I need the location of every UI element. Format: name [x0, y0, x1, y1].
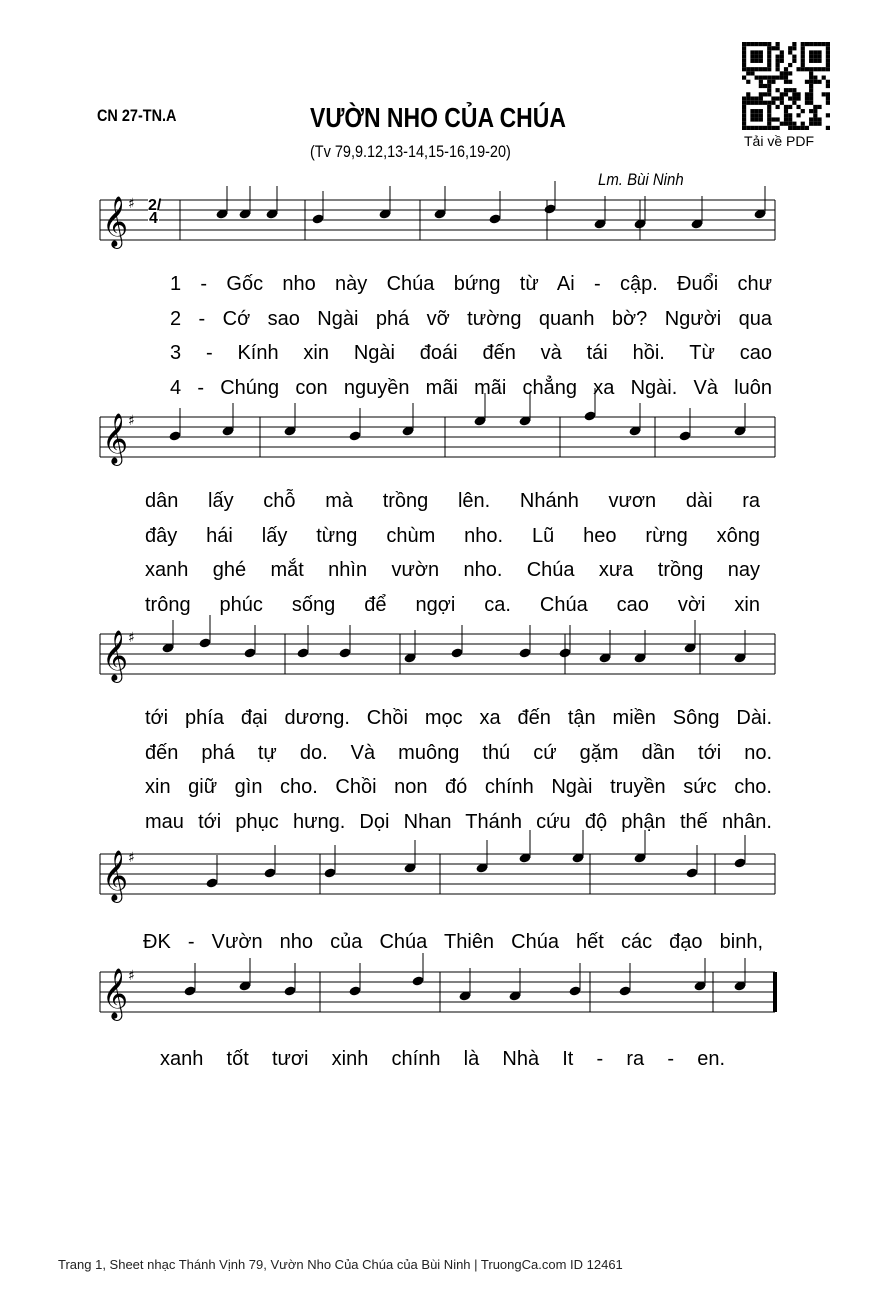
- qr-module: [742, 42, 746, 46]
- qr-module: [780, 59, 784, 63]
- qr-module: [750, 55, 754, 59]
- sharp-icon: ♯: [128, 850, 135, 866]
- qr-module: [809, 92, 813, 96]
- qr-module: [746, 92, 750, 96]
- qr-module: [784, 88, 788, 92]
- qr-module: [742, 122, 746, 126]
- qr-module: [767, 88, 771, 92]
- qr-module: [817, 80, 821, 84]
- qr-module: [763, 42, 767, 46]
- qr-module: [817, 42, 821, 46]
- lyric-line: xanh ghé mắt nhìn vườn nho. Chúa xưa trồng nay: [145, 559, 760, 581]
- qr-module: [796, 126, 800, 130]
- qr-module: [809, 117, 813, 121]
- qr-module: [742, 113, 746, 117]
- qr-module: [759, 101, 763, 105]
- qr-module: [826, 59, 830, 63]
- qr-module: [759, 113, 763, 117]
- qr-module: [792, 122, 796, 126]
- qr-module: [776, 42, 780, 46]
- qr-module: [771, 76, 775, 80]
- lyric-line: đến phá tự do. Và muông thú cứ gặm dần tới no.: [145, 741, 772, 764]
- qr-module: [759, 80, 763, 84]
- lyric-line: trông phúc sống để ngợi ca. Chúa cao vời xin: [145, 593, 760, 616]
- qr-module: [767, 67, 771, 71]
- qr-module: [767, 126, 771, 130]
- qr-module: [792, 55, 796, 59]
- qr-module: [742, 117, 746, 121]
- lyric-line: xin giữ gìn cho. Chồi non đó chính Ngài truyền sức cho.: [145, 776, 772, 798]
- sharp-icon: ♯: [128, 968, 135, 984]
- lyrics-block-1: [170, 267, 772, 405]
- qr-module: [784, 122, 788, 126]
- qr-module: [771, 117, 775, 121]
- qr-module: [809, 42, 813, 46]
- qr-module: [759, 126, 763, 130]
- qr-module: [755, 76, 759, 80]
- qr-module: [750, 113, 754, 117]
- qr-module: [784, 71, 788, 75]
- page-footer: Trang 1, Sheet nhạc Thánh Vịnh 79, Vườn Nho Của Chúa của Bùi Ninh | TruongCa.com ID 12461: [58, 1257, 623, 1272]
- qr-module: [784, 113, 788, 117]
- qr-module: [759, 76, 763, 80]
- qr-module: [750, 42, 754, 46]
- qr-module: [826, 42, 830, 46]
- qr-module: [750, 59, 754, 63]
- treble-clef-icon: 𝄞: [102, 196, 129, 247]
- qr-module: [805, 42, 809, 46]
- qr-module: [767, 80, 771, 84]
- qr-module: [742, 96, 746, 100]
- qr-module: [750, 96, 754, 100]
- qr-module: [796, 96, 800, 100]
- qr-module: [767, 46, 771, 50]
- lyric-line: xanh tốt tươi xinh chính là Nhà It - ra - en.: [160, 1048, 725, 1070]
- qr-module: [771, 96, 775, 100]
- qr-module: [801, 46, 805, 50]
- qr-module: [742, 59, 746, 63]
- qr-module: [742, 105, 746, 109]
- qr-module: [792, 96, 796, 100]
- qr-module: [742, 63, 746, 67]
- qr-module: [809, 96, 813, 100]
- qr-module: [788, 117, 792, 121]
- qr-module: [767, 76, 771, 80]
- qr-module: [788, 122, 792, 126]
- qr-module: [813, 105, 817, 109]
- qr-module: [780, 122, 784, 126]
- qr-module: [767, 105, 771, 109]
- qr-module: [788, 50, 792, 54]
- qr-module: [742, 126, 746, 130]
- qr-module: [755, 50, 759, 54]
- qr-module: [755, 117, 759, 121]
- qr-module: [809, 50, 813, 54]
- qr-module: [771, 126, 775, 130]
- qr-module: [759, 55, 763, 59]
- qr-module: [801, 126, 805, 130]
- qr-module: [767, 84, 771, 88]
- qr-module: [742, 109, 746, 113]
- qr-module: [796, 113, 800, 117]
- lyric-line: 2 - Cớ sao Ngài phá vỡ tường quanh bờ? Người qua: [170, 307, 772, 330]
- qr-module: [788, 105, 792, 109]
- qr-module: [801, 59, 805, 63]
- qr-module: [763, 67, 767, 71]
- qr-module: [763, 84, 767, 88]
- qr-module: [759, 84, 763, 88]
- qr-module: [742, 46, 746, 50]
- qr-module: [784, 109, 788, 113]
- qr-module: [809, 80, 813, 84]
- qr-module: [784, 80, 788, 84]
- qr-module: [755, 55, 759, 59]
- qr-module: [746, 101, 750, 105]
- qr-module: [809, 84, 813, 88]
- qr-module: [759, 50, 763, 54]
- composer: Lm. Bùi Ninh: [598, 170, 684, 189]
- qr-module: [742, 101, 746, 105]
- qr-module: [788, 80, 792, 84]
- qr-module: [826, 46, 830, 50]
- time-signature: 2/4: [148, 197, 162, 227]
- qr-module: [817, 117, 821, 121]
- qr-module: [792, 42, 796, 46]
- qr-module: [813, 59, 817, 63]
- qr-module: [750, 101, 754, 105]
- qr-module: [813, 42, 817, 46]
- qr-module: [822, 67, 826, 71]
- qr-module: [776, 126, 780, 130]
- qr-module: [805, 67, 809, 71]
- qr-module: [792, 126, 796, 130]
- qr-module: [750, 67, 754, 71]
- qr-module: [796, 92, 800, 96]
- qr-module: [813, 122, 817, 126]
- qr-module: [817, 55, 821, 59]
- qr-code-icon[interactable]: [742, 42, 830, 130]
- qr-module: [801, 42, 805, 46]
- qr-module: [813, 55, 817, 59]
- staff-3: [0, 630, 874, 680]
- qr-module: [826, 101, 830, 105]
- qr-module: [755, 126, 759, 130]
- qr-module: [750, 126, 754, 130]
- qr-module: [755, 113, 759, 117]
- qr-module: [763, 101, 767, 105]
- qr-module: [809, 67, 813, 71]
- qr-module: [788, 63, 792, 67]
- song-title: VƯỜN NHO CỦA CHÚA: [310, 102, 566, 133]
- qr-module: [788, 96, 792, 100]
- qr-module: [801, 50, 805, 54]
- qr-module: [826, 50, 830, 54]
- qr-module: [792, 59, 796, 63]
- qr-module: [767, 42, 771, 46]
- qr-module: [826, 67, 830, 71]
- qr-module: [792, 88, 796, 92]
- sharp-icon: ♯: [128, 630, 135, 646]
- qr-module: [755, 109, 759, 113]
- qr-module: [809, 122, 813, 126]
- qr-module: [746, 67, 750, 71]
- qr-module: [801, 67, 805, 71]
- qr-module: [771, 101, 775, 105]
- lyric-line: 1 - Gốc nho này Chúa bứng từ Ai - cập. Đuổi chư: [170, 273, 772, 295]
- song-code: CN 27-TN.A: [97, 106, 177, 125]
- qr-module: [755, 59, 759, 63]
- qr-module: [750, 117, 754, 121]
- qr-module: [817, 105, 821, 109]
- sharp-icon: ♯: [128, 413, 135, 429]
- qr-module: [826, 84, 830, 88]
- qr-module: [805, 80, 809, 84]
- qr-module: [776, 55, 780, 59]
- qr-module: [813, 67, 817, 71]
- qr-module: [776, 46, 780, 50]
- qr-module: [813, 113, 817, 117]
- qr-module: [826, 55, 830, 59]
- qr-module: [809, 59, 813, 63]
- qr-module: [759, 96, 763, 100]
- qr-module: [776, 63, 780, 67]
- lyrics-refrain-2: [160, 1042, 725, 1077]
- qr-module: [826, 96, 830, 100]
- qr-module: [813, 109, 817, 113]
- qr-module: [746, 96, 750, 100]
- qr-module: [780, 92, 784, 96]
- qr-module: [805, 101, 809, 105]
- qr-module: [788, 71, 792, 75]
- qr-module: [784, 76, 788, 80]
- qr-module: [826, 126, 830, 130]
- qr-module: [763, 126, 767, 130]
- qr-module: [780, 55, 784, 59]
- lyrics-refrain-1: [143, 925, 763, 960]
- qr-module: [813, 80, 817, 84]
- qr-module: [776, 88, 780, 92]
- qr-module: [780, 50, 784, 54]
- qr-module: [755, 96, 759, 100]
- qr-module: [759, 109, 763, 113]
- qr-module: [813, 117, 817, 121]
- staff-1: [0, 196, 874, 246]
- qr-module: [817, 59, 821, 63]
- qr-module: [776, 67, 780, 71]
- qr-module: [776, 96, 780, 100]
- qr-module: [826, 63, 830, 67]
- qr-module: [750, 109, 754, 113]
- qr-module: [780, 71, 784, 75]
- qr-module: [767, 101, 771, 105]
- qr-module: [755, 101, 759, 105]
- qr-module: [776, 105, 780, 109]
- qr-module: [805, 92, 809, 96]
- qr-module: [826, 113, 830, 117]
- qr-module: [759, 92, 763, 96]
- lyrics-block-2: [145, 484, 760, 622]
- qr-module: [809, 88, 813, 92]
- qr-module: [767, 55, 771, 59]
- qr-module: [801, 55, 805, 59]
- qr-module: [784, 117, 788, 121]
- qr-module: [809, 76, 813, 80]
- qr-module: [742, 55, 746, 59]
- qr-module: [801, 122, 805, 126]
- qr-module: [792, 46, 796, 50]
- lyric-line: tới phía đại dương. Chồi mọc xa đến tận miền Sông Dài.: [145, 707, 772, 729]
- qr-module: [767, 50, 771, 54]
- treble-clef-icon: 𝄞: [102, 413, 129, 464]
- qr-module: [809, 109, 813, 113]
- qr-module: [826, 80, 830, 84]
- qr-module: [792, 101, 796, 105]
- qr-module: [805, 96, 809, 100]
- staff-4: [0, 850, 874, 900]
- qr-module: [746, 42, 750, 46]
- treble-clef-icon: 𝄞: [102, 968, 129, 1019]
- qr-module: [809, 71, 813, 75]
- qr-module: [801, 63, 805, 67]
- qr-module: [763, 92, 767, 96]
- qr-module: [796, 67, 800, 71]
- qr-module: [742, 67, 746, 71]
- qr-module: [759, 59, 763, 63]
- qr-module: [826, 92, 830, 96]
- qr-module: [788, 46, 792, 50]
- lyric-line: dân lấy chỗ mà trồng lên. Nhánh vươn dài ra: [145, 490, 760, 512]
- qr-module: [746, 71, 750, 75]
- qr-module: [767, 63, 771, 67]
- qr-module: [746, 80, 750, 84]
- qr-module: [780, 101, 784, 105]
- lyric-line: 4 - Chúng con nguyền mãi mãi chẳng xa Ngài. Và luôn: [170, 376, 772, 399]
- qr-module: [767, 109, 771, 113]
- qr-module: [813, 50, 817, 54]
- qr-module: [776, 76, 780, 80]
- qr-module: [813, 76, 817, 80]
- qr-module: [742, 50, 746, 54]
- qr-module: [771, 80, 775, 84]
- qr-module: [784, 105, 788, 109]
- treble-clef-icon: 𝄞: [102, 630, 129, 681]
- qr-module: [792, 92, 796, 96]
- qr-module: [817, 50, 821, 54]
- qr-module: [742, 76, 746, 80]
- qr-module: [817, 122, 821, 126]
- qr-module: [759, 117, 763, 121]
- sharp-icon: ♯: [128, 196, 135, 212]
- qr-module: [767, 113, 771, 117]
- qr-module: [780, 76, 784, 80]
- qr-module: [809, 55, 813, 59]
- qr-module: [784, 67, 788, 71]
- qr-module: [755, 42, 759, 46]
- lyric-line: đây hái lấy từng chùm nho. Lũ heo rừng xông: [145, 524, 760, 547]
- qr-module: [776, 59, 780, 63]
- qr-module: [817, 67, 821, 71]
- lyrics-block-3: [145, 701, 772, 839]
- qr-module: [784, 92, 788, 96]
- treble-clef-icon: 𝄞: [102, 850, 129, 901]
- qr-module: [767, 92, 771, 96]
- qr-module: [805, 126, 809, 130]
- qr-module: [755, 67, 759, 71]
- staff-2: [0, 413, 874, 463]
- qr-module: [788, 113, 792, 117]
- qr-module: [796, 105, 800, 109]
- qr-module: [767, 117, 771, 121]
- qr-module: [776, 117, 780, 121]
- qr-module: [750, 71, 754, 75]
- qr-module: [767, 122, 771, 126]
- qr-module: [750, 50, 754, 54]
- qr-module: [809, 101, 813, 105]
- qr-module: [822, 42, 826, 46]
- psalm-reference: (Tv 79,9.12,13-14,15-16,19-20): [310, 142, 511, 161]
- lyric-line: 3 - Kính xin Ngài đoái đến và tái hồi. Từ cao: [170, 342, 772, 364]
- qr-module: [746, 126, 750, 130]
- qr-module: [822, 92, 826, 96]
- qr-module: [767, 59, 771, 63]
- qr-module: [788, 88, 792, 92]
- download-pdf-link[interactable]: Tải về PDF: [744, 133, 815, 149]
- qr-module: [788, 126, 792, 130]
- qr-module: [771, 46, 775, 50]
- qr-module: [822, 76, 826, 80]
- qr-module: [780, 96, 784, 100]
- qr-module: [801, 109, 805, 113]
- qr-module: [759, 42, 763, 46]
- qr-module: [763, 76, 767, 80]
- qr-module: [759, 67, 763, 71]
- staff-5: [0, 968, 874, 1018]
- lyric-line: mau tới phục hưng. Dọi Nhan Thánh cứu độ phận thế nhân.: [145, 810, 772, 833]
- lyric-line: ĐK - Vườn nho của Chúa Thiên Chúa hết các đạo binh,: [143, 931, 763, 953]
